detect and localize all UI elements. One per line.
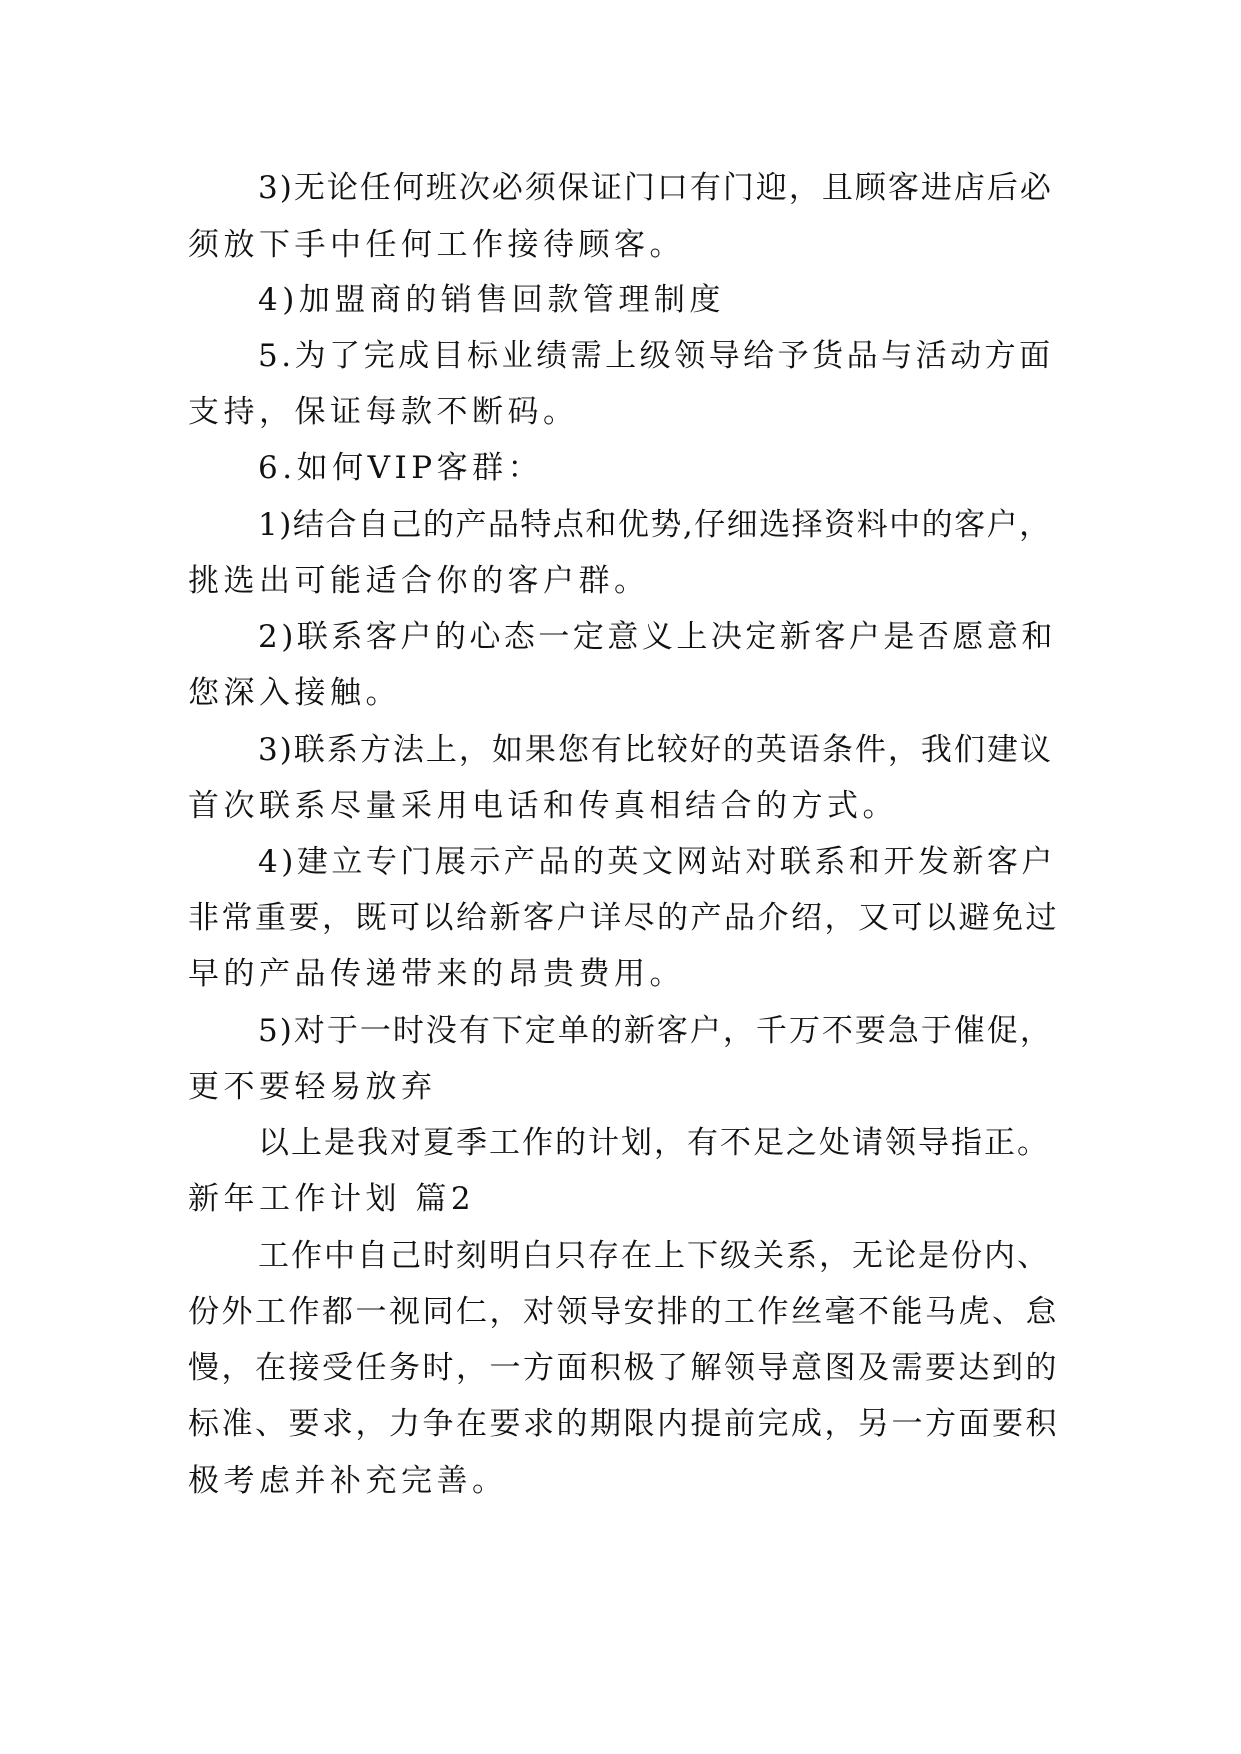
text-line: 非常重要，既可以给新客户详尽的产品介绍，又可以避免过 [188,900,1059,936]
text-line: 您深入接触。 [188,675,401,711]
text-line: 4)加盟商的销售回款管理制度 [258,282,725,318]
text-line: 早的产品传递带来的昂贵费用。 [188,956,685,992]
text-line: 2)联系客户的心态一定意义上决定新客户是否愿意和 [258,619,1056,655]
text-line: 份外工作都一视同仁，对领导安排的工作丝毫不能马虎、怠 [188,1294,1059,1330]
text-line: 首次联系尽量采用电话和传真相结合的方式。 [188,788,898,824]
text-line: 工作中自己时刻明白只存在上下级关系，无论是份内、 [258,1238,1050,1274]
section-heading: 新年工作计划 篇2 [188,1181,476,1217]
text-line: 4)建立专门展示产品的英文网站对联系和开发新客户 [258,844,1056,880]
text-line: 3)无论任何班次必须保证门口有门迎，且顾客进店后必 [258,170,1053,206]
text-line: 更不要轻易放弃 [188,1069,437,1105]
text-line: 极考虑并补充完善。 [188,1463,508,1499]
text-line: 3)联系方法上，如果您有比较好的英语条件，我们建议 [258,732,1053,768]
text-line: 以上是我对夏季工作的计划，有不足之处请领导指正。 [258,1125,1050,1161]
text-line: 5.为了完成目标业绩需上级领导给予货品与活动方面 [258,338,1054,374]
text-line: 5)对于一时没有下定单的新客户，千万不要急于催促， [258,1013,1053,1049]
text-line: 支持，保证每款不断码。 [188,394,579,430]
text-line: 6.如何VIP客群： [258,450,544,486]
text-line: 1)结合自己的产品特点和优势,仔细选择资料中的客户， [258,507,1052,543]
text-line: 须放下手中任何工作接待顾客。 [188,227,685,263]
text-line: 慢，在接受任务时，一方面积极了解领导意图及需要达到的 [188,1350,1059,1386]
text-line: 挑选出可能适合你的客户群。 [188,563,650,599]
text-line: 标准、要求，力争在要求的期限内提前完成，另一方面要积 [188,1406,1059,1442]
